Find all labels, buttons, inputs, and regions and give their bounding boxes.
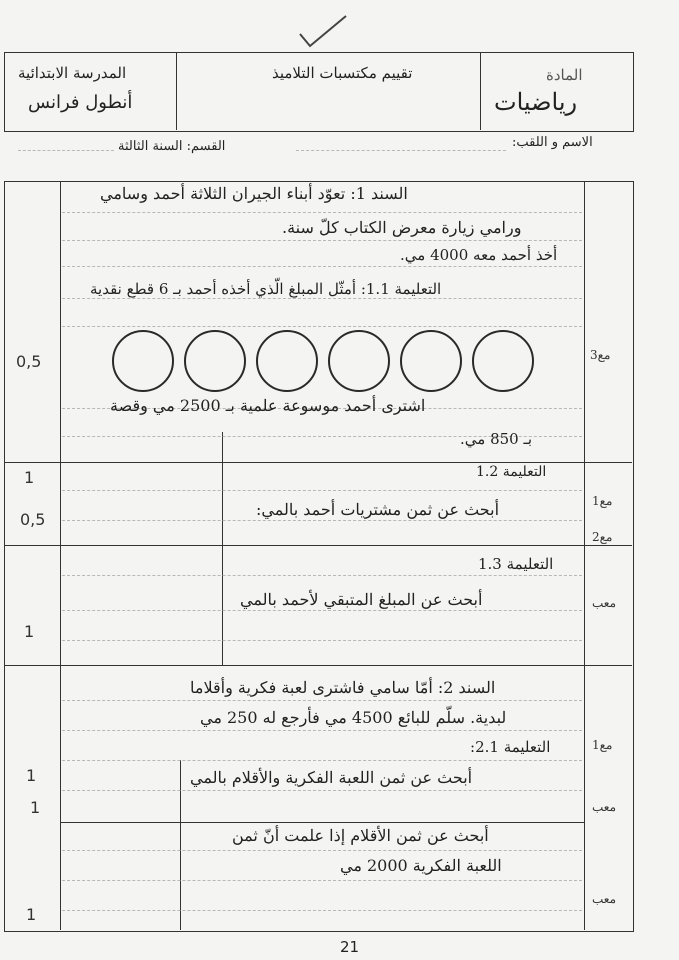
work-area-divider-2 [180, 760, 181, 930]
rule [62, 266, 582, 267]
context-1-line-1: السند 1: تعوّد أبناء الجيران الثلاثة أحمد وسامي [100, 184, 408, 203]
score-1: 1 [30, 798, 41, 817]
coin-circle[interactable] [184, 330, 246, 392]
instruction-1-3-text: أبحث عن المبلغ المتبقي لأحمد بالمي [240, 590, 483, 609]
divider-1 [4, 462, 632, 463]
context-1-line-2: ورامي زيارة معرض الكتاب كلّ سنة. [282, 218, 522, 237]
rule [62, 790, 582, 791]
score-column-divider [60, 181, 61, 930]
rule [62, 212, 582, 213]
coin-circle[interactable] [328, 330, 390, 392]
score-1: 1 [26, 905, 37, 924]
criterion-label: مع3 [590, 348, 611, 362]
coin-circle[interactable] [112, 330, 174, 392]
page-title: تقييم مكتسبات التلاميذ [272, 64, 413, 82]
header-divider-left [176, 52, 177, 130]
criterion-label: مع2 [592, 530, 613, 544]
subject-value: رياضيات [494, 88, 578, 116]
criterion-label: معب [592, 892, 616, 906]
work-area-divider-1 [222, 432, 223, 665]
coin-circle[interactable] [256, 330, 318, 392]
instruction-2-1-text: أبحث عن ثمن اللعبة الفكرية والأقلام بالمي [190, 768, 473, 787]
criterion-label: مع1 [592, 494, 613, 508]
instruction-2-2-line-2: اللعبة الفكرية 2000 مي [340, 856, 502, 875]
purchase-line-2: بـ 850 مي. [460, 430, 533, 448]
rule [62, 520, 582, 521]
school-subname: أنطول فرانس [28, 92, 133, 113]
rule [62, 700, 582, 701]
rule [62, 326, 582, 327]
instruction-1-1: التعليمة 1.1: أمثّل المبلغ الّذي أخذه أحمد بـ 6 قطع نقدية [90, 280, 442, 298]
divider-4 [60, 822, 584, 823]
rule [62, 640, 582, 641]
criterion-label: معب [592, 596, 616, 610]
rule [62, 880, 582, 881]
purchase-line-1: اشترى أحمد موسوعة علمية بـ 2500 مي وقصة [110, 396, 426, 415]
page-number: 21 [340, 938, 360, 956]
rule [62, 760, 582, 761]
score-1: 1 [26, 766, 37, 785]
coin-circle[interactable] [400, 330, 462, 392]
rule [62, 575, 582, 576]
score-1: 1 [24, 468, 35, 487]
context-2-line-1: السند 2: أمّا سامي فاشترى لعبة فكرية وأقلاما [190, 678, 496, 697]
criterion-label: معب [592, 800, 616, 814]
instruction-1-2-text: أبحث عن ثمن مشتريات أحمد بالمي: [256, 500, 500, 519]
rule [62, 298, 582, 299]
checkmark-icon [296, 12, 352, 52]
rule [62, 240, 582, 241]
divider-2 [4, 545, 632, 546]
score-1: 1 [24, 622, 35, 641]
class-field-line [18, 150, 114, 151]
score-0-5: 0,5 [20, 510, 46, 529]
school-name: المدرسة الابتدائية [18, 64, 127, 82]
instruction-1-2-title: التعليمة 1.2 [476, 464, 547, 480]
rule [62, 850, 582, 851]
subject-label: المادة [546, 66, 583, 84]
header-divider-right [480, 52, 481, 130]
rule [62, 730, 582, 731]
name-field-line [296, 150, 506, 151]
criteria-column-divider [584, 181, 585, 930]
criterion-label: مع1 [592, 738, 613, 752]
score-0-5: 0,5 [16, 352, 42, 371]
rule [62, 490, 582, 491]
context-2-line-2: لبدية. سلّم للبائع 4500 مي فأرجع له 250 مي [200, 708, 507, 727]
rule [62, 910, 582, 911]
divider-3 [4, 665, 632, 666]
instruction-2-2-line-1: أبحث عن ثمن الأقلام إذا علمت أنّ ثمن [232, 826, 489, 845]
coin-circle[interactable] [472, 330, 534, 392]
name-label: الاسم و اللقب: [512, 135, 593, 150]
rule [62, 610, 582, 611]
context-1-line-3: أخذ أحمد معه 4000 مي. [400, 246, 558, 264]
class-label: القسم: السنة الثالثة [118, 139, 226, 154]
instruction-2-1-title: التعليمة 2.1: [470, 738, 551, 756]
instruction-1-3-title: التعليمة 1.3 [478, 555, 554, 573]
